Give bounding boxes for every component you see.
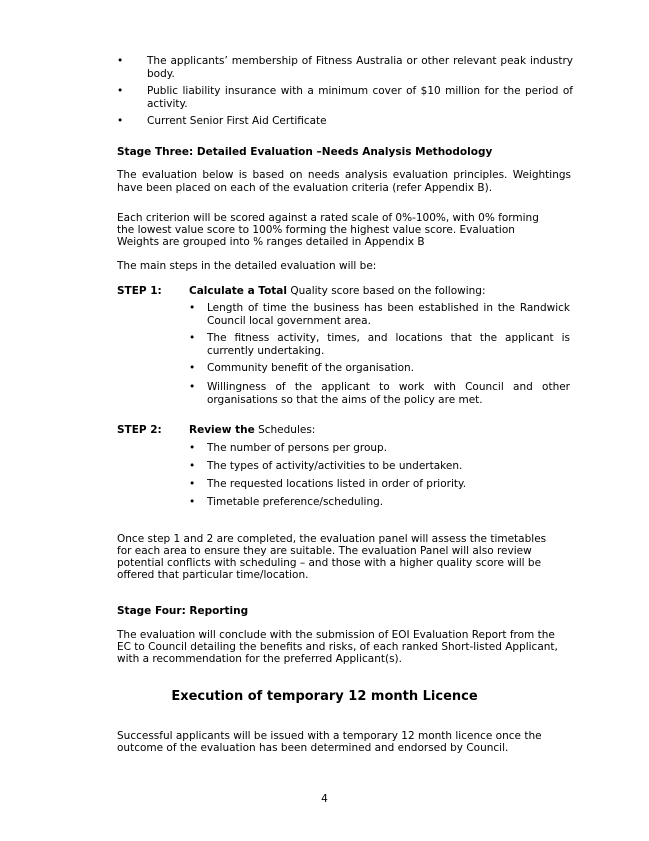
stage-four-line: with a recommendation for the preferred Applicant(s). <box>117 653 402 665</box>
bullet-icon: • <box>189 460 196 472</box>
bullet-icon: • <box>189 442 196 454</box>
bullet-text: The requested locations listed in order of priority. <box>207 478 467 490</box>
criterion-line: Weights are grouped into % ranges detailed in Appendix B <box>117 236 425 248</box>
bullet-text: Timetable preference/scheduling. <box>207 496 384 508</box>
list-item <box>189 302 570 328</box>
bullet-icon: • <box>189 478 196 490</box>
stage-four-line: EC to Council detailing the benefits and risks, of each ranked Short-listed Applicant, <box>117 641 558 653</box>
list-item <box>117 115 573 129</box>
page-number: 4 <box>321 793 328 805</box>
bullet-text: Willingness of the applicant to work with Council and other organisations so that the aims of the policy are met. <box>207 381 570 406</box>
stage-four-heading: Stage Four: Reporting <box>117 605 249 617</box>
list-item <box>189 381 570 407</box>
list-item <box>189 478 570 492</box>
list-item <box>189 362 570 376</box>
bullet-icon: • <box>189 381 196 393</box>
bullet-text: The types of activity/activities to be undertaken. <box>207 460 463 472</box>
list-item <box>189 332 570 358</box>
bullet-icon: • <box>117 115 124 127</box>
stage-three-heading: Stage Three: Detailed Evaluation –Needs Analysis Methodology <box>117 146 493 158</box>
criterion-line: Each criterion will be scored against a rated scale of 0%-100%, with 0% forming <box>117 212 539 224</box>
list-item <box>189 442 570 456</box>
panel-paragraph-line: offered that particular time/location. <box>117 569 309 581</box>
main-steps-intro: The main steps in the detailed evaluation will be: <box>117 260 377 272</box>
list-item <box>189 496 570 510</box>
execution-line: Successful applicants will be issued with a temporary 12 month licence once the <box>117 730 542 742</box>
criterion-line: the lowest value score to 100% forming the highest value score. Evaluation <box>117 224 515 236</box>
stage-four-line: The evaluation will conclude with the submission of EOI Evaluation Report from the <box>117 629 555 641</box>
bullet-icon: • <box>189 302 196 314</box>
step1-heading-rest: Quality score based on the following: <box>287 285 486 297</box>
bullet-icon: • <box>189 496 196 508</box>
step2-heading-rest: Schedules: <box>254 424 316 436</box>
bullet-text: Community benefit of the organisation. <box>207 362 415 374</box>
bullet-text: The number of persons per group. <box>207 442 388 454</box>
step1-label: STEP 1: <box>117 285 162 297</box>
step2-label: STEP 2: <box>117 424 162 436</box>
panel-paragraph-line: for each area to ensure they are suitable. The evaluation Panel will also review <box>117 545 532 557</box>
panel-paragraph-line: potential conflicts with scheduling – and those with a higher quality score will be <box>117 557 542 569</box>
bullet-text: Public liability insurance with a minimum cover of $10 million for the period of activity. <box>147 85 573 110</box>
bullet-icon: • <box>117 55 124 67</box>
bullet-icon: • <box>189 332 196 344</box>
execution-heading: Execution of temporary 12 month Licence <box>171 689 478 704</box>
bullet-text: The fitness activity, times, and locations that the applicant is currently undertaking. <box>207 332 570 357</box>
list-item <box>117 55 573 81</box>
step2-heading-bold: Review the <box>189 424 255 436</box>
list-item <box>117 85 573 111</box>
execution-line: outcome of the evaluation has been determined and endorsed by Council. <box>117 742 509 754</box>
bullet-icon: • <box>117 85 124 97</box>
step1-heading-bold: Calculate a Total <box>189 285 287 297</box>
panel-paragraph-line: Once step 1 and 2 are completed, the evaluation panel will assess the timetables <box>117 533 547 545</box>
stage-three-paragraph: The evaluation below is based on needs analysis evaluation principles. Weightings have been placed on each of the evaluation criteria (refer Appendix B). <box>117 169 571 194</box>
bullet-text: Length of time the business has been established in the Randwick Council local government area. <box>207 302 570 327</box>
list-item <box>189 460 570 474</box>
bullet-icon: • <box>189 362 196 374</box>
step1-heading <box>189 285 486 298</box>
bullet-text: Current Senior First Aid Certificate <box>147 115 327 127</box>
step2-heading <box>189 424 315 437</box>
bullet-text: The applicants’ membership of Fitness Australia or other relevant peak industry body. <box>147 55 573 80</box>
